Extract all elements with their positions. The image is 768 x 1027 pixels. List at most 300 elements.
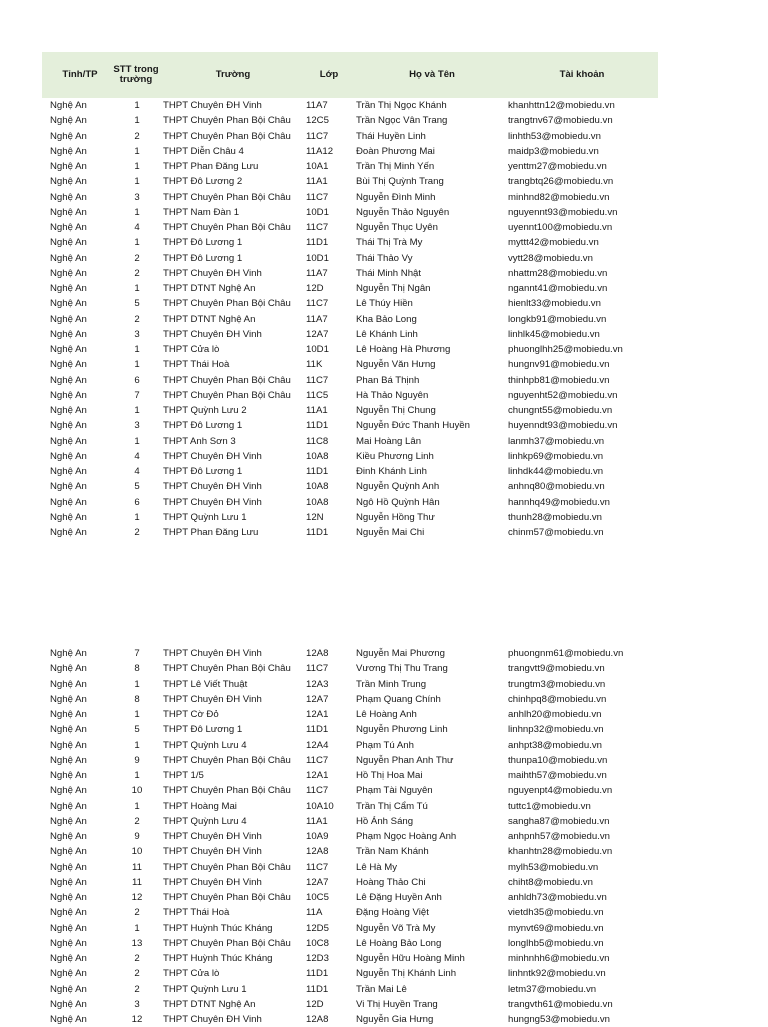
province-cell: Nghệ An — [50, 100, 87, 111]
account-cell: hungng53@mobiedu.vn — [508, 1014, 611, 1025]
stt-cell: 4 — [134, 222, 140, 233]
school-cell: THPT Chuyên Phan Bội Châu — [163, 130, 291, 142]
account-cell: nguyenht52@mobiedu.vn — [508, 389, 618, 401]
school-cell: THPT Chuyên ĐH Vinh — [163, 328, 262, 340]
class-cell: 12A8 — [306, 1014, 329, 1025]
stt-cell: 5 — [134, 724, 140, 736]
province-cell: Nghệ An — [50, 466, 87, 477]
class-cell: 11C7 — [306, 754, 329, 766]
name-cell: Nguyễn Võ Trà My — [356, 922, 436, 934]
account-cell: vytt28@mobiedu.vn — [508, 252, 593, 264]
stt-cell: 1 — [134, 709, 140, 720]
name-cell: Phạm Tú Anh — [356, 739, 414, 751]
account-cell: uyennt100@mobiedu.vn — [508, 222, 613, 233]
account-cell: linhnp32@mobiedu.vn — [508, 724, 604, 736]
school-cell: THPT Chuyên Phan Bội Châu — [163, 374, 291, 386]
stt-cell: 6 — [134, 374, 140, 386]
name-cell: Nguyễn Thảo Nguyên — [356, 206, 450, 218]
header-class: Lớp — [319, 69, 339, 80]
account-cell: anhpnh57@mobiedu.vn — [508, 831, 611, 842]
province-cell: Nghệ An — [50, 389, 87, 401]
stt-cell: 4 — [134, 466, 140, 477]
stt-cell: 1 — [134, 922, 140, 934]
school-cell: THPT Quỳnh Lưu 4 — [163, 815, 247, 827]
school-cell: THPT Đô Lương 1 — [163, 252, 243, 264]
province-cell: Nghệ An — [50, 237, 87, 249]
table-row — [0, 479, 768, 494]
account-cell: nguyennt93@mobiedu.vn — [508, 206, 618, 218]
stt-cell: 9 — [134, 831, 140, 842]
school-cell: THPT Đô Lương 1 — [163, 724, 243, 736]
class-cell: 11A7 — [306, 313, 328, 325]
stt-cell: 1 — [134, 405, 140, 416]
name-cell: Nguyễn Thị Chung — [356, 405, 436, 416]
stt-cell: 2 — [134, 815, 140, 827]
stt-cell: 1 — [134, 237, 140, 249]
account-cell: trangvth61@mobiedu.vn — [508, 998, 613, 1010]
account-cell: anhlh20@mobiedu.vn — [508, 709, 602, 720]
account-cell: linhkp69@mobiedu.vn — [508, 450, 604, 462]
name-cell: Nguyễn Quỳnh Anh — [356, 481, 440, 493]
class-cell: 12C5 — [306, 115, 329, 127]
name-cell: Trần Ngọc Vân Trang — [356, 115, 448, 127]
province-cell: Nghệ An — [50, 527, 87, 538]
school-cell: THPT Quỳnh Lưu 1 — [163, 983, 247, 995]
province-cell: Nghệ An — [50, 313, 87, 325]
province-cell: Nghệ An — [50, 968, 87, 980]
table-row — [0, 205, 768, 220]
class-cell: 11A1 — [306, 815, 328, 827]
class-cell: 12A1 — [306, 709, 329, 720]
stt-cell: 3 — [134, 420, 140, 432]
table-row — [0, 434, 768, 449]
name-cell: Nguyễn Hữu Hoàng Minh — [356, 953, 465, 964]
province-cell: Nghệ An — [50, 283, 87, 294]
table-row — [0, 829, 768, 844]
province-cell: Nghệ An — [50, 511, 87, 523]
name-cell: Nguyễn Đình Minh — [356, 191, 436, 203]
account-cell: anhpt38@mobiedu.vn — [508, 739, 603, 751]
account-cell: chinhpq8@mobiedu.vn — [508, 693, 607, 705]
account-cell: yenttm27@mobiedu.vn — [508, 161, 607, 172]
province-cell: Nghệ An — [50, 450, 87, 462]
name-cell: Vi Thị Huyền Trang — [356, 998, 438, 1010]
name-cell: Nguyễn Phan Anh Thư — [356, 754, 454, 766]
stt-cell: 4 — [134, 450, 140, 462]
table-row — [0, 814, 768, 829]
stt-cell: 2 — [134, 252, 140, 264]
province-cell: Nghệ An — [50, 648, 87, 659]
school-cell: THPT Chuyên Phan Bội Châu — [163, 389, 291, 401]
school-cell: THPT Chuyên ĐH Vinh — [163, 648, 262, 659]
class-cell: 11A1 — [306, 405, 328, 416]
table-row — [0, 722, 768, 737]
table-row — [0, 357, 768, 372]
school-cell: THPT Thái Hoà — [163, 359, 230, 371]
class-cell: 10A8 — [306, 496, 329, 508]
school-cell: THPT Chuyên Phan Bội Châu — [163, 785, 291, 797]
school-cell: THPT Cửa lò — [163, 344, 220, 355]
stt-cell: 8 — [134, 663, 140, 675]
class-cell: 12D — [306, 998, 324, 1010]
account-cell: phuongnm61@mobiedu.vn — [508, 648, 624, 659]
header-school: Trường — [215, 69, 251, 80]
class-cell: 11C8 — [306, 435, 329, 447]
name-cell: Nguyễn Phương Linh — [356, 724, 448, 736]
province-cell: Nghệ An — [50, 953, 87, 964]
school-cell: THPT Chuyên Phan Bội Châu — [163, 663, 291, 675]
stt-cell: 2 — [134, 953, 140, 964]
table-row — [0, 738, 768, 753]
name-cell: Thái Minh Nhật — [356, 267, 422, 279]
class-cell: 11D1 — [306, 724, 329, 736]
account-cell: nguyenpt4@mobiedu.vn — [508, 785, 613, 797]
name-cell: Lê Hoàng Hà Phương — [356, 344, 451, 355]
account-cell: hienlt33@mobiedu.vn — [508, 298, 601, 310]
name-cell: Đặng Hoàng Việt — [356, 907, 429, 919]
school-cell: THPT Nam Đàn 1 — [163, 206, 240, 218]
table-row — [0, 327, 768, 342]
stt-cell: 12 — [131, 892, 143, 903]
school-cell: THPT Chuyên ĐH Vinh — [163, 1014, 262, 1025]
table-row — [0, 982, 768, 997]
table-row — [0, 753, 768, 768]
account-cell: mylh53@mobiedu.vn — [508, 861, 599, 873]
stt-cell: 2 — [134, 983, 140, 995]
province-cell: Nghệ An — [50, 937, 87, 949]
table-header — [42, 52, 658, 98]
class-cell: 11C7 — [306, 785, 329, 797]
name-cell: Vương Thị Thu Trang — [356, 663, 448, 675]
school-cell: THPT Chuyên ĐH Vinh — [163, 831, 262, 842]
name-cell: Ngô Hồ Quỳnh Hân — [356, 496, 440, 508]
table-row — [0, 495, 768, 510]
table-row — [0, 312, 768, 327]
account-cell: linhth53@mobiedu.vn — [508, 130, 601, 142]
class-cell: 11C7 — [306, 222, 329, 233]
table-row — [0, 373, 768, 388]
class-cell: 11D1 — [306, 237, 329, 249]
school-cell: THPT Quỳnh Lưu 1 — [163, 511, 247, 523]
stt-cell: 3 — [134, 998, 140, 1010]
province-cell: Nghệ An — [50, 145, 87, 157]
table-row — [0, 646, 768, 661]
table-row — [0, 266, 768, 281]
table-row — [0, 510, 768, 525]
stt-cell: 13 — [131, 937, 143, 949]
table-row — [0, 905, 768, 920]
table-row — [0, 936, 768, 951]
class-cell: 11C7 — [306, 663, 329, 675]
account-cell: hannhq49@mobiedu.vn — [508, 496, 611, 508]
school-cell: THPT Huỳnh Thúc Kháng — [163, 922, 273, 934]
province-cell: Nghệ An — [50, 222, 87, 233]
province-cell: Nghệ An — [50, 754, 87, 766]
table-row — [0, 418, 768, 433]
province-cell: Nghệ An — [50, 481, 87, 493]
class-cell: 11A1 — [306, 176, 328, 188]
account-cell: minhnd82@mobiedu.vn — [508, 191, 610, 203]
school-cell: THPT Chuyên ĐH Vinh — [163, 267, 262, 279]
name-cell: Hà Thảo Nguyên — [356, 389, 429, 401]
account-cell: thunh28@mobiedu.vn — [508, 511, 603, 523]
school-cell: THPT Chuyên ĐH Vinh — [163, 693, 262, 705]
account-cell: vietdh35@mobiedu.vn — [508, 907, 604, 919]
stt-cell: 1 — [134, 176, 140, 188]
class-cell: 10A8 — [306, 481, 329, 493]
table-row — [0, 98, 768, 113]
province-cell: Nghệ An — [50, 892, 87, 903]
stt-cell: 8 — [134, 693, 140, 705]
table-row — [0, 707, 768, 722]
class-cell: 11C7 — [306, 191, 329, 203]
table-block-2 — [0, 646, 768, 1027]
name-cell: Trần Mai Lê — [356, 983, 407, 995]
table-row — [0, 464, 768, 479]
account-cell: trungtm3@mobiedu.vn — [508, 678, 606, 690]
name-cell: Lê Hoàng Anh — [356, 709, 417, 720]
header-province: Tỉnh/TP — [62, 69, 98, 80]
province-cell: Nghệ An — [50, 374, 87, 386]
province-cell: Nghệ An — [50, 267, 87, 279]
school-cell: THPT Đô Lương 1 — [163, 420, 243, 432]
class-cell: 11D1 — [306, 527, 329, 538]
school-cell: THPT Chuyên Phan Bội Châu — [163, 115, 291, 127]
province-cell: Nghệ An — [50, 435, 87, 447]
class-cell: 12A7 — [306, 876, 329, 888]
province-cell: Nghệ An — [50, 298, 87, 310]
class-cell: 11A7 — [306, 100, 328, 111]
account-cell: thunpa10@mobiedu.vn — [508, 754, 608, 766]
table-row — [0, 799, 768, 814]
school-cell: THPT Chuyên ĐH Vinh — [163, 100, 262, 111]
school-cell: THPT Đô Lương 2 — [163, 176, 243, 188]
school-cell: THPT Chuyên ĐH Vinh — [163, 876, 262, 888]
stt-cell: 5 — [134, 481, 140, 493]
name-cell: Phan Bá Thịnh — [356, 374, 420, 386]
province-cell: Nghệ An — [50, 983, 87, 995]
table-row — [0, 113, 768, 128]
account-cell: minhnhh6@mobiedu.vn — [508, 953, 610, 964]
account-cell: huyenndt93@mobiedu.vn — [508, 420, 618, 432]
name-cell: Trần Thị Cẩm Tú — [356, 800, 428, 812]
class-cell: 11D1 — [306, 968, 329, 980]
province-cell: Nghệ An — [50, 496, 87, 508]
school-cell: THPT Thái Hoà — [163, 907, 230, 919]
stt-cell: 5 — [134, 298, 140, 310]
account-cell: nhattm28@mobiedu.vn — [508, 267, 608, 279]
account-cell: mynvt69@mobiedu.vn — [508, 922, 604, 934]
province-cell: Nghệ An — [50, 191, 87, 203]
class-cell: 12A7 — [306, 328, 329, 340]
school-cell: THPT Chuyên ĐH Vinh — [163, 496, 262, 508]
school-cell: THPT Chuyên Phan Bội Châu — [163, 191, 291, 203]
account-cell: maihth57@mobiedu.vn — [508, 770, 607, 781]
stt-cell: 1 — [134, 115, 140, 127]
name-cell: Kiều Phương Linh — [356, 450, 434, 462]
stt-cell: 1 — [134, 739, 140, 751]
account-cell: trangtnv67@mobiedu.vn — [508, 115, 613, 127]
province-cell: Nghệ An — [50, 252, 87, 264]
class-cell: 10A1 — [306, 161, 329, 172]
class-cell: 10C8 — [306, 937, 329, 949]
stt-cell: 1 — [134, 800, 140, 812]
table-row — [0, 388, 768, 403]
province-cell: Nghệ An — [50, 663, 87, 675]
table-row — [0, 921, 768, 936]
name-cell: Trần Minh Trung — [356, 678, 427, 690]
table-row — [0, 190, 768, 205]
header-account: Tài khoản — [559, 69, 605, 80]
province-cell: Nghệ An — [50, 206, 87, 218]
table-row — [0, 403, 768, 418]
name-cell: Phạm Quang Chính — [356, 693, 441, 705]
class-cell: 12D — [306, 283, 324, 294]
name-cell: Nguyễn Mai Phương — [356, 648, 445, 659]
table-row — [0, 159, 768, 174]
stt-cell: 2 — [134, 267, 140, 279]
school-cell: THPT Cửa lò — [163, 968, 220, 980]
account-cell: trangbtq26@mobiedu.vn — [508, 176, 614, 188]
stt-cell: 1 — [134, 678, 140, 690]
name-cell: Lê Khánh Linh — [356, 328, 418, 340]
school-cell: THPT Diễn Châu 4 — [163, 145, 244, 157]
table-row — [0, 174, 768, 189]
class-cell: 12A8 — [306, 846, 329, 858]
table-row — [0, 692, 768, 707]
table-row — [0, 783, 768, 798]
class-cell: 11A12 — [306, 145, 334, 157]
class-cell: 12D3 — [306, 953, 329, 964]
stt-cell: 7 — [134, 389, 140, 401]
account-cell: khanhttn12@mobiedu.vn — [508, 100, 615, 111]
class-cell: 10D1 — [306, 206, 329, 218]
table-row — [0, 129, 768, 144]
account-cell: trangvtt9@mobiedu.vn — [508, 663, 605, 675]
name-cell: Lê Hoàng Bảo Long — [356, 937, 442, 949]
province-cell: Nghệ An — [50, 693, 87, 705]
school-cell: THPT Huỳnh Thúc Kháng — [163, 953, 273, 964]
school-cell: THPT Hoàng Mai — [163, 800, 237, 812]
account-cell: thinhpb81@mobiedu.vn — [508, 374, 610, 386]
province-cell: Nghệ An — [50, 876, 87, 888]
school-cell: THPT Đô Lương 1 — [163, 466, 243, 477]
table-row — [0, 768, 768, 783]
school-cell: THPT DTNT Nghệ An — [163, 313, 256, 325]
school-cell: THPT Phan Đăng Lưu — [163, 527, 259, 538]
province-cell: Nghệ An — [50, 785, 87, 797]
table-row — [0, 449, 768, 464]
province-cell: Nghệ An — [50, 405, 87, 416]
header-stt: STT trong trường — [113, 64, 159, 85]
class-cell: 11C5 — [306, 389, 329, 401]
stt-cell: 1 — [134, 435, 140, 447]
school-cell: THPT Chuyên Phan Bội Châu — [163, 892, 291, 903]
name-cell: Lê Đặng Huyền Anh — [356, 892, 442, 903]
table-row — [0, 860, 768, 875]
class-cell: 12A8 — [306, 648, 329, 659]
name-cell: Hoàng Thảo Chi — [356, 876, 426, 888]
account-cell: chungnt55@mobiedu.vn — [508, 405, 613, 416]
account-cell: anhldh73@mobiedu.vn — [508, 892, 607, 903]
class-cell: 12D5 — [306, 922, 329, 934]
stt-cell: 2 — [134, 130, 140, 142]
stt-cell: 2 — [134, 968, 140, 980]
name-cell: Lê Thúy Hiền — [356, 298, 413, 310]
table-row — [0, 342, 768, 357]
table-block-1 — [0, 98, 768, 540]
province-cell: Nghệ An — [50, 831, 87, 842]
class-cell: 10A8 — [306, 450, 329, 462]
name-cell: Nguyễn Thục Uyên — [356, 222, 438, 233]
account-cell: myttt42@mobiedu.vn — [508, 237, 599, 249]
province-cell: Nghệ An — [50, 724, 87, 736]
stt-cell: 9 — [134, 754, 140, 766]
class-cell: 11D1 — [306, 983, 329, 995]
stt-cell: 1 — [134, 770, 140, 781]
class-cell: 11D1 — [306, 466, 329, 477]
table-row — [0, 875, 768, 890]
province-cell: Nghệ An — [50, 739, 87, 751]
name-cell: Nguyễn Đức Thanh Huyền — [356, 420, 470, 432]
name-cell: Nguyễn Mai Chi — [356, 527, 425, 538]
school-cell: THPT Chuyên ĐH Vinh — [163, 481, 262, 493]
class-cell: 11K — [306, 359, 323, 371]
account-cell: phuonglhh25@mobiedu.vn — [508, 344, 623, 355]
province-cell: Nghệ An — [50, 861, 87, 873]
class-cell: 10A10 — [306, 800, 334, 812]
province-cell: Nghệ An — [50, 998, 87, 1010]
school-cell: THPT Chuyên Phan Bội Châu — [163, 861, 291, 873]
table-row — [0, 525, 768, 540]
stt-cell: 10 — [131, 785, 143, 797]
name-cell: Đinh Khánh Linh — [356, 466, 427, 477]
school-cell: THPT DTNT Nghệ An — [163, 998, 256, 1010]
class-cell: 11C7 — [306, 130, 329, 142]
school-cell: THPT Cờ Đỏ — [163, 709, 219, 720]
province-cell: Nghệ An — [50, 815, 87, 827]
stt-cell: 1 — [134, 206, 140, 218]
province-cell: Nghệ An — [50, 846, 87, 858]
school-cell: THPT Anh Sơn 3 — [163, 435, 236, 447]
table-row — [0, 661, 768, 676]
province-cell: Nghệ An — [50, 678, 87, 690]
name-cell: Nguyễn Văn Hưng — [356, 359, 436, 371]
name-cell: Nguyễn Hồng Thư — [356, 511, 435, 523]
province-cell: Nghệ An — [50, 328, 87, 340]
name-cell: Hồ Ánh Sáng — [356, 815, 414, 827]
name-cell: Kha Bảo Long — [356, 313, 417, 325]
school-cell: THPT DTNT Nghệ An — [163, 283, 256, 294]
table-row — [0, 251, 768, 266]
school-cell: THPT Chuyên Phan Bội Châu — [163, 937, 291, 949]
header-name: Họ và Tên — [409, 69, 455, 80]
province-cell: Nghệ An — [50, 800, 87, 812]
province-cell: Nghệ An — [50, 115, 87, 127]
name-cell: Trần Nam Khánh — [356, 846, 429, 858]
school-cell: THPT 1/5 — [163, 770, 204, 781]
class-cell: 11A7 — [306, 267, 328, 279]
name-cell: Nguyễn Thị Khánh Linh — [356, 968, 457, 980]
stt-cell: 1 — [134, 100, 140, 111]
name-cell: Trần Thị Minh Yến — [356, 161, 435, 172]
school-cell: THPT Phan Đăng Lưu — [163, 161, 259, 172]
table-row — [0, 951, 768, 966]
name-cell: Phạm Tài Nguyên — [356, 785, 433, 797]
account-cell: letm37@mobiedu.vn — [508, 983, 597, 995]
table-row — [0, 220, 768, 235]
stt-cell: 2 — [134, 313, 140, 325]
